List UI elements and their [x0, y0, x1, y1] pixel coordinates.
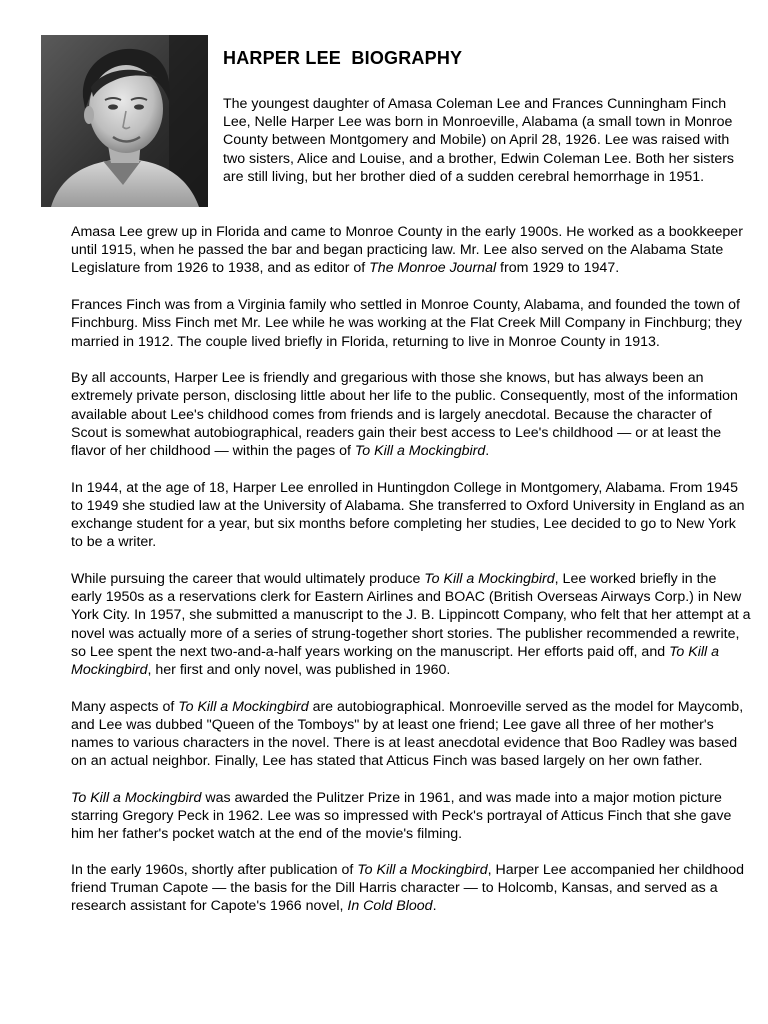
paragraph-text: was awarded the Pulitzer Prize in 1961, and was made into a major motion picture starring Gregory Peck in 1962. Lee was so impressed with Peck's portrayal of Atticus Finch that she gave him her father's pocket watch at the end of the movie's filming. [71, 790, 732, 843]
paragraph-text: . [485, 443, 490, 460]
title-mockingbird: To Kill a Mockingbird [357, 861, 488, 878]
author-portrait-photo [41, 35, 208, 207]
paragraph-text: Amasa Lee grew up in Florida and came to Monroe County in the early 1900s. He worked as a bookkeeper until 1915, when he passed the bar and began practicing law. Mr. Lee also served on the Alabama State Legislature from 1926 to 1938, and as editor of [71, 224, 743, 277]
title-mockingbird: To Kill a Mockingbird [354, 443, 486, 460]
title-mockingbird: To Kill a Mockingbird [178, 698, 309, 715]
paragraph-autobiographical [71, 698, 751, 771]
paragraph-text: Many aspects of [71, 698, 179, 715]
title-in-cold-blood: In Cold Blood [347, 898, 433, 915]
paragraph-capote [71, 861, 751, 916]
paragraph-education: In 1944, at the age of 18, Harper Lee enrolled in Huntingdon College in Montgomery, Alabama. From 1945 to 1949 she studied law at the University of Alabama. She transferred to Oxford University in England as an exchange student for a year, but six months before completing her studies, Lee decided to go to New York to be a writer. [71, 479, 745, 551]
title-mockingbird: To Kill a Mockingbird [424, 571, 555, 588]
paragraph-text: By all accounts, Harper Lee is friendly and gregarious with those she knows, but has always been an extremely private person, disclosing little about her life to the public. Consequently, most of the information available about Lee's childhood comes from friends and is largely anecdotal. Because the character of Scout is somewhat autobiographical, readers gain their best access to Lee's childhood — or at least the flavor of her childhood — within the pages of [71, 370, 738, 460]
title-mockingbird: To Kill a Mockingbird [71, 790, 202, 807]
paragraph-text: . [432, 898, 437, 915]
paragraph-text: are autobiographical. Monroeville served as the model for Maycomb, and Lee was dubbed "Queen of the Tomboys" by at least one friend; Lee gave all three of her mother's names to various characters in the novel. There is at least anecdotal evidence that Boo Radley was based on an actual neighbor. Finally, Lee has stated that Atticus Finch was based largely on her own father. [71, 698, 744, 770]
intro-paragraph: The youngest daughter of Amasa Coleman Lee and Frances Cunningham Finch Lee, Nelle Harper Lee was born in Monroeville, Alabama (a small town in Monroe County between Montgomery and Mobile) on April 28, 1926. Lee was raised with two sisters, Alice and Louise, and a brother, Edwin Coleman Lee. Both her sisters are still living, but her brother died of a sudden cerebral hemorrhage in 1951. [223, 96, 735, 185]
paragraph-text: , her first and only novel, was published in 1960. [147, 662, 451, 679]
paragraph-text: While pursuing the career that would ultimately produce [71, 571, 425, 588]
paragraph-text: from 1929 to 1947. [496, 260, 620, 277]
paragraph-pulitzer [71, 789, 751, 844]
paragraph-text: In the early 1960s, shortly after publication of [71, 861, 358, 878]
paragraph-mother: Frances Finch was from a Virginia family who settled in Monroe County, Alabama, and founded the town of Finchburg. Miss Finch met Mr. Lee while he was working at the Flat Creek Mill Company in Finchburg; they married in 1912. The couple lived briefly in Florida, returning to live in Monroe County in 1913. [71, 297, 743, 350]
author-portrait-icon [41, 35, 208, 207]
title-monroe-journal: The Monroe Journal [369, 260, 497, 277]
paragraph-text: , Lee worked briefly in the early 1950s as a reservations clerk for Eastern Airlines and BOAC (British Overseas Airways Corp.) in New York City. In 1957, she submitted a manuscript to the J. B. Lippincott Company, who felt that her attempt at a novel was actually more of a series of strung-together short stories. The publisher recommended a rewrite, so Lee spent the next two-and-a-half years working on the manuscript. Her efforts paid off, and [71, 571, 751, 660]
paragraph-career [71, 570, 751, 679]
biography-body [71, 223, 751, 934]
paragraph-text: , Harper Lee accompanied her childhood friend Truman Capote — the basis for the Dill Harris character — to Holcomb, Kansas, and served as a research assistant for Capote's 1966 novel, [71, 861, 744, 915]
paragraph-father [71, 223, 751, 278]
paragraph-private-life [71, 369, 751, 460]
page-title: HARPER LEE BIOGRAPHY [223, 48, 463, 68]
title-mockingbird: To Kill a Mockingbird [71, 643, 720, 679]
